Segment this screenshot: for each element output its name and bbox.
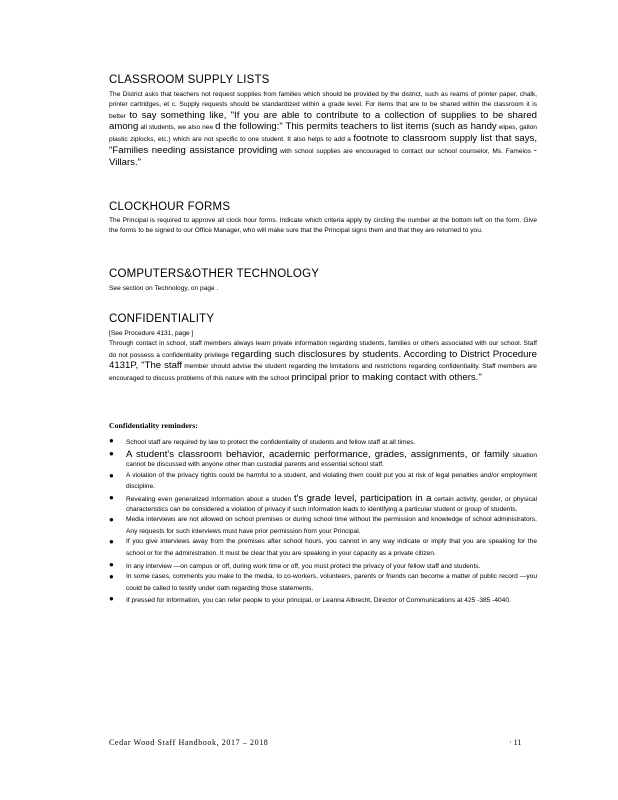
reminder-text-a: If you give interviews away from the premises after school hours, you cannot in any way indicate or imply that you are speaking for the school or for the administration. It must be clear that you are speaking in your capacity as a private citizen. bbox=[126, 538, 537, 557]
list-item bbox=[109, 594, 537, 606]
bullet-icon: ● bbox=[109, 537, 114, 547]
confidentiality-paragraph bbox=[109, 329, 537, 384]
reminder-text-a: If pressed for information, you can refer people to your principal, or Leanna Albrecht, Director of Communications at 425 -385 -4040. bbox=[126, 597, 511, 605]
classroom-supply-paragraph bbox=[109, 90, 537, 169]
list-item bbox=[109, 436, 537, 448]
list-item bbox=[109, 515, 537, 536]
supply-text-e: wipes, gallon plastic ziplocks, etc.) which are not specific to one student. It also helps to add a bbox=[109, 124, 537, 144]
reminders-title: Confidentiality reminders: bbox=[109, 421, 198, 430]
reminder-text-a: Revealing even generalized information about a studen bbox=[126, 495, 292, 503]
list-item bbox=[109, 471, 537, 492]
bullet-icon: ● bbox=[109, 492, 114, 502]
list-item bbox=[109, 493, 537, 514]
list-item bbox=[109, 560, 537, 572]
heading-clockhour-forms: CLOCKHOUR FORMS bbox=[109, 201, 231, 213]
reminder-text-a: Media interviews are not allowed on school premises or during school time without the permission and knowledge of school administrators. Any requests for such interviews must have prior permission from your Principal. bbox=[126, 516, 537, 535]
confidentiality-text-b: regarding such disclosures by students. According to District Procedure 4131P, "The staff bbox=[109, 348, 537, 372]
list-item bbox=[109, 572, 537, 593]
reminder-text-c: situation cannot be discussed with anyone other than custodial parents and essential school staff. bbox=[126, 451, 537, 469]
bullet-icon: ● bbox=[109, 515, 114, 525]
reminder-text-c: certain activity, gender, or physical characteristics can be considered a violation of privacy if such information leads to identifying a particular student or group of students. bbox=[126, 495, 538, 513]
bullet-icon: ● bbox=[109, 594, 114, 604]
reminder-text-a: School staff are required by law to protect the confidentiality of students and fellow staff at all times. bbox=[126, 439, 416, 446]
reminder-text-b: t's grade level, participation in a bbox=[293, 492, 432, 504]
supply-text-c: all students, we also nee bbox=[140, 124, 214, 132]
supply-text-f: footnote to classroom supply list that says, "Families needing assistance providing bbox=[109, 133, 537, 156]
heading-computers-technology: COMPUTERS&OTHER TECHNOLOGY bbox=[109, 268, 320, 280]
computers-paragraph: See section on Technology, on page . bbox=[109, 285, 219, 292]
footer-page-number: · 11 bbox=[509, 738, 522, 747]
confidentiality-text-c: member should advise the student regarding the limitations and restrictions regarding confidentiality. Staff members are encouraged to discuss problems of this nature with the school bbox=[109, 363, 537, 383]
supply-text-d: d the following:" This permits teachers to list items (such as handy bbox=[215, 121, 497, 133]
reminders-list bbox=[109, 436, 537, 607]
supply-text-h: - Villars." bbox=[109, 144, 537, 168]
list-item bbox=[109, 537, 537, 558]
footer-handbook-title: Cedar Wood Staff Handbook, 2017 – 2018 bbox=[109, 738, 269, 747]
heading-confidentiality: CONFIDENTIALITY bbox=[109, 313, 215, 325]
bullet-icon: ● bbox=[109, 572, 114, 582]
heading-classroom-supply-lists: CLASSROOM SUPPLY LISTS bbox=[109, 74, 270, 86]
list-item bbox=[109, 449, 537, 470]
supply-text-g: with school supplies are encouraged to contact our school counselor, Ms. Fameios bbox=[280, 147, 532, 155]
bullet-icon: ● bbox=[109, 559, 114, 569]
confidentiality-text-d: principal prior to making contact with others." bbox=[291, 372, 482, 384]
reminder-text-b: A student's classroom behavior, academic performance, grades, assignments, or family bbox=[126, 448, 510, 460]
clockhour-paragraph: The Principal is required to approve all clock hour forms. Indicate which criteria apply by circling the number at the bottom left on the form. Give the forms to be signed to our Office Manager, who will make sure that the Principal signs them and that they are returned to you. bbox=[109, 217, 537, 234]
bullet-icon: ● bbox=[109, 436, 114, 445]
bullet-icon: ● bbox=[109, 448, 114, 458]
reminder-text-a: In some cases, comments you make to the media, to co-workers, volunteers, parents or friends can become a matter of public record —you could be called to testify under oath regarding those statements. bbox=[126, 573, 537, 592]
reminder-text-a: In any interview —on campus or off, during work time or off, you must protect the privacy of your fellow staff and students. bbox=[126, 562, 481, 570]
confidentiality-text-a: Through contact in school, staff members always learn private information regarding students, families or others associated with our school. Staff do not possess a confidentiality privilege bbox=[109, 339, 537, 359]
reminder-text-a: A violation of the privacy rights could be harmful to a student, and violating them could put you at risk of legal penalties and/or employment discipline. bbox=[126, 471, 537, 491]
supply-text-b: to say something like, "If you are able to contribute to a collection of supplies to be shared among bbox=[109, 109, 537, 133]
supply-text-a: The District asks that teachers not request supplies from families which should be provided by the district, such as reams of printer paper, chalk, printer cartridges, et c. Supply requests should be standardized within a grade level. For items that are to be shared within the classroom it is better bbox=[109, 91, 537, 120]
confidentiality-ref: [See Procedure 4131, page ] bbox=[109, 330, 194, 337]
bullet-icon: ● bbox=[109, 470, 114, 480]
